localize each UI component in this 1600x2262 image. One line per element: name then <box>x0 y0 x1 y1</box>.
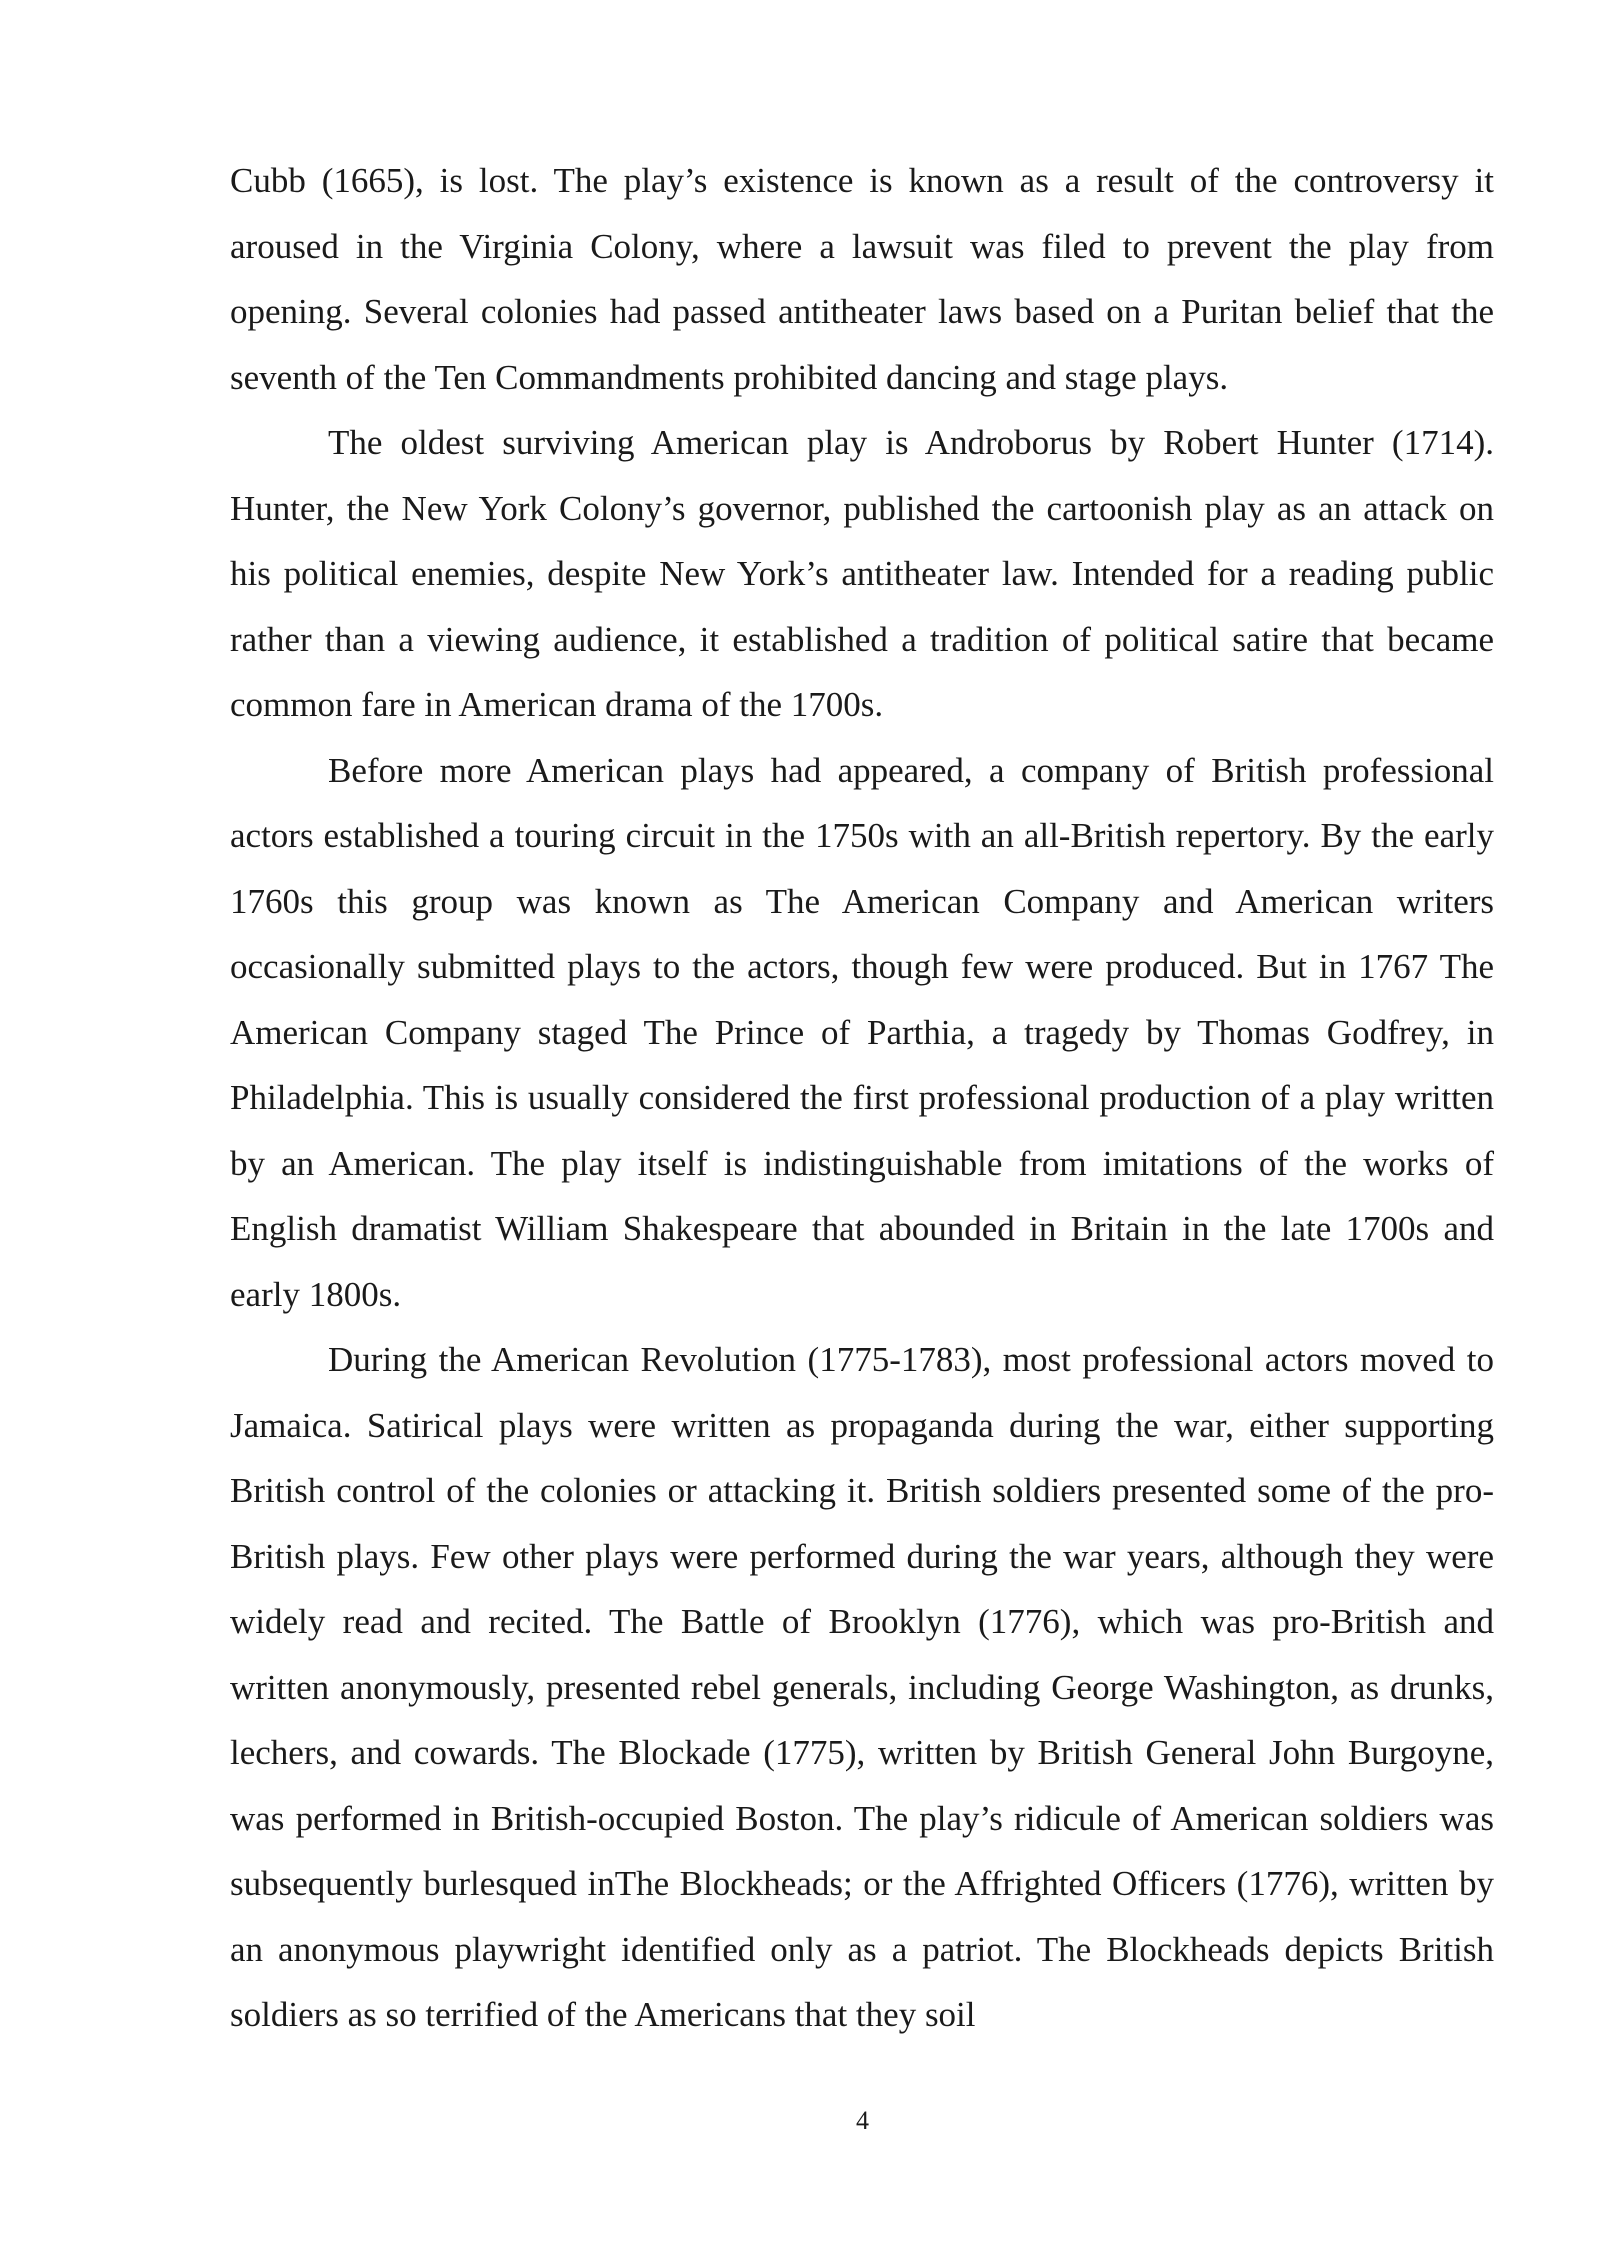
paragraph-continued: Cubb (1665), is lost. The play’s existence is known as a result of the controversy it aroused in the Virginia Colony, where a lawsuit was filed to prevent the play from opening. Several colonies had passed antitheater laws based on a Puritan belief that the seventh of the Ten Commandments prohibited dancing and stage plays. <box>230 161 1494 397</box>
page-number: 4 <box>856 2106 869 2135</box>
paragraph-american-revolution: During the American Revolution (1775-1783), most professional actors moved to Jamaica. Satirical plays were written as propaganda during the war, either supporting British control of the colonies or attacking it. British soldiers presented some of the pro-British plays. Few other plays were performed during the war years, although they were widely read and recited. The Battle of Brooklyn (1776), which was pro-British and written anonymously, presented rebel generals, including George Washington, as drunks, lechers, and cowards. The Blockade (1775), written by British General John Burgoyne, was performed in British-occupied Boston. The play’s ridicule of American soldiers was subsequently burlesqued inThe Blockheads; or the Affrighted Officers (1776), written by an anonymous playwright identified only as a patriot. The Blockheads depicts British soldiers as so terrified of the Americans that they soil <box>230 1340 1494 2034</box>
paragraph-american-company: Before more American plays had appeared, a company of British professional actors established a touring circuit in the 1750s with an all-British repertory. By the early 1760s this group was known as The American Company and American writers occasionally submitted plays to the actors, though few were produced. But in 1767 The American Company staged The Prince of Parthia, a tragedy by Thomas Godfrey, in Philadelphia. This is usually considered the first professional production of a play written by an American. The play itself is indistinguishable from imitations of the works of English dramatist William Shakespeare that abounded in Britain in the late 1700s and early 1800s. <box>230 750 1494 1314</box>
body-text <box>230 148 1494 2048</box>
paragraph-androborus: The oldest surviving American play is Androborus by Robert Hunter (1714). Hunter, the New York Colony’s governor, published the cartoonish play as an attack on his political enemies, despite New York’s antitheater law. Intended for a reading public rather than a viewing audience, it established a tradition of political satire that became common fare in American drama of the 1700s. <box>230 423 1494 724</box>
